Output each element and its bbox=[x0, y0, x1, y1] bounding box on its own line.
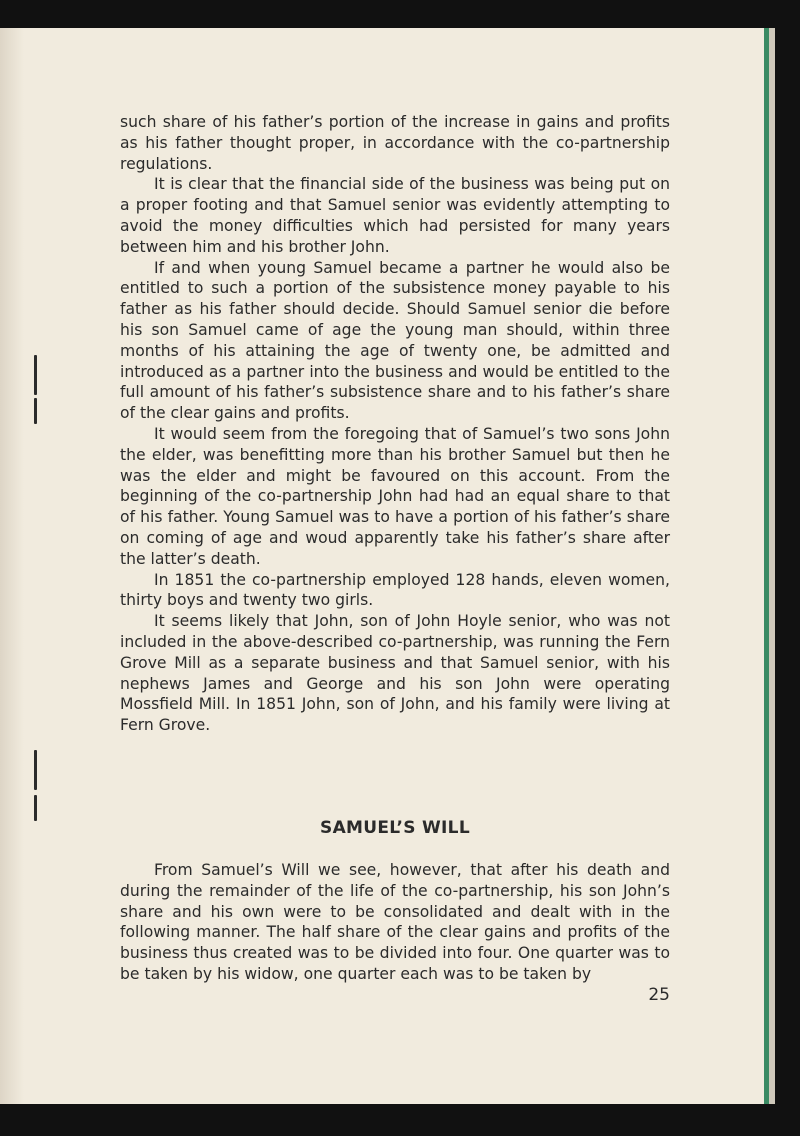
paragraph: It seems likely that John, son of John Hoyle senior, who was not included in the above-described co-partnership, was running the Fern Grove Mill as a separate business and that Samuel senior, with his nephews James and George and his son John were operating Mossfield Mill. In 1851 John, son of John, and his family were living at Fern Grove. bbox=[120, 612, 670, 735]
binding-mark bbox=[34, 398, 37, 424]
binding-mark bbox=[34, 355, 37, 395]
page-number: 25 bbox=[648, 985, 670, 1005]
section-heading: SAMUEL’S WILL bbox=[320, 818, 470, 838]
body-text bbox=[120, 112, 670, 736]
paragraph: If and when young Samuel became a partner he would also be entitled to such a portion of the subsistence money payable to his father as his father should decide. Should Samuel senior die before his son Samuel came of age the young man should, within three months of his attaining the age of twenty one, be admitted and introduced as a partner into the business and would be entitled to the full amount of his father’s subsistence share and to his father’s share of the clear gains and profits. bbox=[120, 258, 670, 423]
paragraph: In 1851 the co-partnership employed 128 hands, eleven women, thirty boys and twenty two girls. bbox=[120, 570, 670, 610]
binding-mark bbox=[34, 795, 37, 821]
paragraph: From Samuel’s Will we see, however, that after his death and during the remainder of the life of the co-partnership, his son John’s share and his own were to be consolidated and dealt with in the following manner. The half share of the clear gains and profits of the business thus created was to be divided into four. One quarter was to be taken by his widow, one quarter each was to be taken by bbox=[120, 861, 670, 983]
binding-mark bbox=[34, 750, 37, 790]
page-gutter-shadow bbox=[0, 28, 24, 1104]
will-text bbox=[120, 860, 670, 985]
paragraph: It is clear that the financial side of the business was being put on a proper footing and that Samuel senior was evidently attempting to avoid the money difficulties which had persisted for many years between him and his brother John. bbox=[120, 175, 670, 256]
book-edge bbox=[769, 28, 775, 1104]
paragraph: such share of his father’s portion of the increase in gains and profits as his father thought proper, in accordance with the co-partnership regulations. bbox=[120, 113, 670, 173]
paragraph: It would seem from the foregoing that of Samuel’s two sons John the elder, was benefitting more than his brother Samuel but then he was the elder and might be favoured on this account. From the beginning of the co-partnership John had had an equal share to that of his father. Young Samuel was to have a portion of his father’s share on coming of age and woud apparently take his father’s share after the latter’s death. bbox=[120, 424, 670, 568]
